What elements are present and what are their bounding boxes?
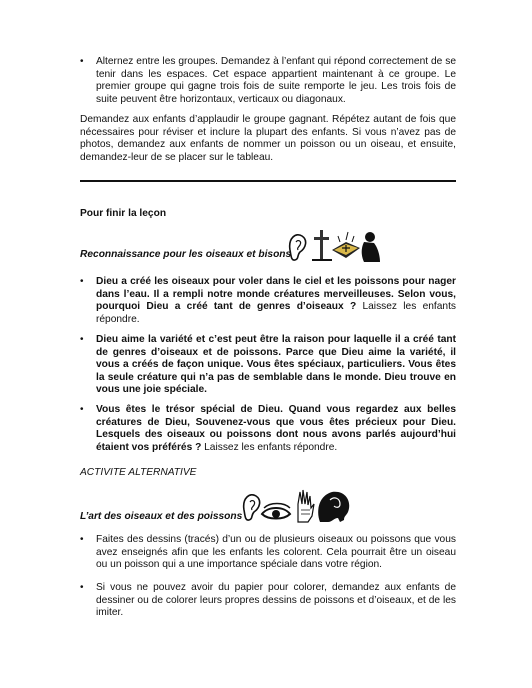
bold-text: Dieu aime la variété et c’est peut être la raison pour laquelle il a créé tant de genres d’oiseaux et de poissons. Parce que Dieu aime la variété, il vous a créés de façon unique. Vous êtes spéciaux, particuliers. Vous êtes la seule créature qui n’a pas de semblable dans le monde. Dieu trouve en vous une joie spéciale. [96,334,456,395]
reconnaissance-title: Reconnaissance pour les oiseaux et bisons [80,249,292,260]
list-item [80,534,456,572]
bible-icon [332,232,360,258]
section-title: Pour finir la leçon [80,208,167,219]
plain-text: Laissez les enfants répondre. [96,301,456,325]
ear-icon [244,495,260,520]
bullet-marker: • [80,582,84,593]
list-item [80,334,456,397]
list-item [80,56,456,106]
alternative-activity-label: ACTIVITE ALTERNATIVE [80,467,197,478]
art-title: L’art des oiseaux et des poissons [80,511,243,522]
reconnaissance-icons [286,228,382,264]
ear-icon [290,235,306,260]
praying-child-icon [362,232,380,262]
list-item [80,404,456,454]
bold-text: Dieu a créé les oiseaux pour voler dans le ciel et les poissons pour nager dans l’eau. Il a rempli notre monde créatures merveilleuses. Selon vous, pourquoi Dieu a créé tant de genres d’oiseaux ? [96,276,456,312]
bold-text: Vous êtes le trésor spécial de Dieu. Quand vous regardez aux belles créatures de Dieu, Souvenez-vous que vous êtes précieux pour Dieu. Lesquels des oiseaux ou poissons dont nous avons parlés aujourd’hui étaient vos préférés ? [96,404,456,453]
bullet-marker: • [80,404,84,415]
head-icon [318,492,349,522]
cross-icon [312,230,332,260]
art-bullet-1: Faites des dessins (tracés) d’un ou de plusieurs oiseaux ou poissons que vous avez enseignés afin que les enfants les colorent. Cela pourrait être un oiseau ou un poisson qui a une importance spéciale dans votre région. [96,534,456,570]
hand-icon [298,490,314,522]
bullet-marker: • [80,56,84,67]
plain-text: Laissez les enfants répondre. [201,441,338,453]
reconnaissance-bullet-1 [96,276,456,326]
bullet-marker: • [80,534,84,545]
bullet-marker: • [80,334,84,345]
list-item [80,582,456,620]
bullet-marker: • [80,276,84,287]
section-divider [80,180,456,182]
art-icons [240,486,354,526]
reconnaissance-bullet-3 [96,404,456,454]
list-item [80,276,456,326]
art-bullet-2: Si vous ne pouvez avoir du papier pour colorer, demandez aux enfants de dessiner ou de colorer leurs propres dessins de poissons et d’oiseaux, et de les imiter. [96,582,456,618]
reconnaissance-bullet-2 [96,334,456,397]
intro-paragraph: Demandez aux enfants d’applaudir le groupe gagnant. Répétez autant de fois que nécessaires pour réviser et inclure la plupart des enfants. Si vous n’avez pas de photos, demandez aux enfants de nommer un poisson ou un oiseau, et ensuite, demandez-leur de se placer sur le tableau. [80,114,456,163]
eye-icon [262,504,290,519]
intro-bullet-text: Alternez entre les groupes. Demandez à l’enfant qui répond correctement de se tenir dans les espaces. Cet espace appartient maintenant à ce groupe. Le premier groupe qui gagne trois fois de suite remporte le jeu. Les trois fois de suite peuvent être horizontaux, verticaux ou diagonaux. [96,56,456,105]
